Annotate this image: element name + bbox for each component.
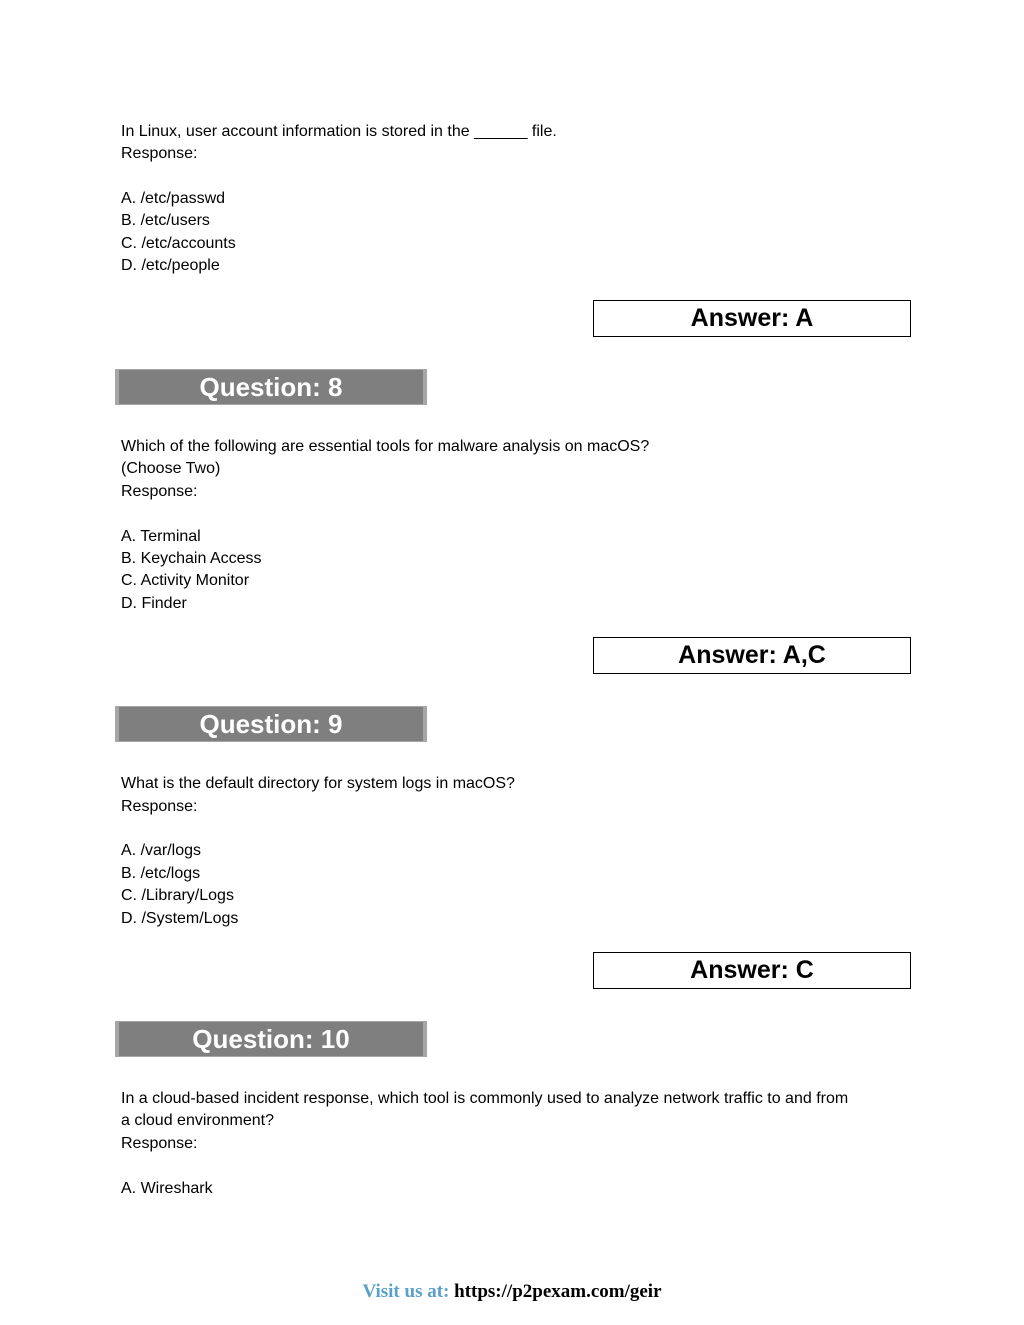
q9-answer-box: Answer: C bbox=[593, 952, 911, 989]
q10-banner: Question: 10 bbox=[115, 1021, 427, 1057]
q7-option-b: B. /etc/users bbox=[121, 212, 210, 229]
q8-response-label: Response: bbox=[121, 483, 198, 500]
q8-banner: Question: 8 bbox=[115, 369, 427, 405]
q7-option-a: A. /etc/passwd bbox=[121, 190, 226, 207]
q9-stem: What is the default directory for system logs in macOS? bbox=[121, 775, 515, 792]
q9-option-b: B. /etc/logs bbox=[121, 865, 201, 882]
q8-option-c: C. Activity Monitor bbox=[121, 572, 250, 589]
q9-option-d: D. /System/Logs bbox=[121, 910, 239, 927]
q10-option-a: A. Wireshark bbox=[121, 1180, 213, 1197]
q10-stem-line-1: In a cloud-based incident response, which tool is commonly used to analyze network traffic to and from bbox=[121, 1090, 849, 1107]
footer-visit-label: Visit us at: bbox=[362, 1281, 450, 1302]
q8-option-b: B. Keychain Access bbox=[121, 550, 262, 567]
q8-option-d: D. Finder bbox=[121, 595, 187, 612]
q9-banner: Question: 9 bbox=[115, 706, 427, 742]
footer-url-link[interactable]: https://p2pexam.com/geir bbox=[454, 1281, 662, 1302]
q7-option-c: C. /etc/accounts bbox=[121, 235, 236, 252]
q9-option-a: A. /var/logs bbox=[121, 842, 202, 859]
q10-response-label: Response: bbox=[121, 1135, 198, 1152]
q9-option-c: C. /Library/Logs bbox=[121, 887, 234, 904]
q7-stem: In Linux, user account information is stored in the ______ file. bbox=[121, 123, 557, 140]
q7-response-label: Response: bbox=[121, 145, 198, 162]
q8-stem-line-1: Which of the following are essential tools for malware analysis on macOS? bbox=[121, 438, 650, 455]
q8-stem-line-2: (Choose Two) bbox=[121, 460, 221, 477]
q8-option-a: A. Terminal bbox=[121, 528, 201, 545]
q9-response-label: Response: bbox=[121, 798, 198, 815]
q8-answer-box: Answer: A,C bbox=[593, 637, 911, 674]
q10-stem-line-2: a cloud environment? bbox=[121, 1112, 274, 1129]
page-footer bbox=[0, 1281, 1024, 1303]
q7-option-d: D. /etc/people bbox=[121, 257, 220, 274]
q7-answer-box: Answer: A bbox=[593, 300, 911, 337]
